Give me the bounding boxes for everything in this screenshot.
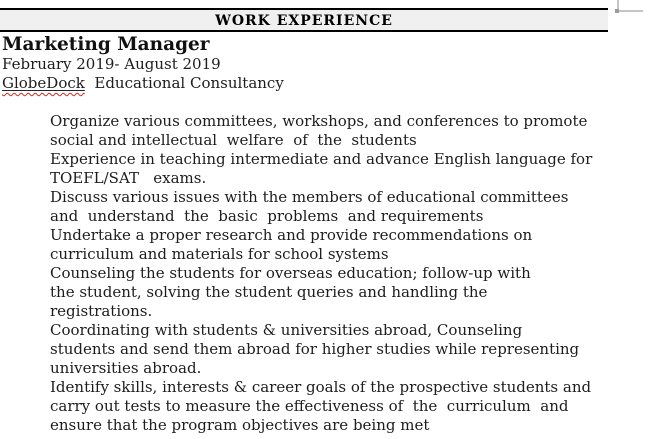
company-name-underlined: [2, 74, 85, 92]
corner-mark-corner-dot: [615, 9, 619, 13]
responsibility-line: carry out tests to measure the effectiveness of the curriculum and: [50, 397, 569, 415]
job-company-line: [2, 74, 284, 93]
responsibility-line: Coordinating with students & universities abroad, Counseling: [50, 321, 523, 339]
responsibility-line: registrations.: [50, 302, 153, 320]
responsibility-line: ensure that the program objectives are being met: [50, 416, 430, 434]
responsibilities-list: [50, 112, 592, 435]
responsibility-line: Undertake a proper research and provide recommendations on: [50, 226, 533, 244]
responsibility-line: students and send them abroad for higher studies while representing: [50, 340, 580, 358]
responsibility-line: universities abroad.: [50, 359, 202, 377]
section-title: WORK EXPERIENCE: [215, 13, 393, 29]
responsibility-line: Discuss various issues with the members of educational committees: [50, 188, 569, 206]
responsibility-line: the student, solving the student queries and handling the: [50, 283, 488, 301]
company-suffix: Educational Consultancy: [84, 74, 284, 92]
job-date-range: February 2019- August 2019: [2, 55, 221, 73]
responsibility-line: social and intellectual welfare of the students: [50, 131, 417, 149]
responsibility-line: curriculum and materials for school systems: [50, 245, 389, 263]
responsibility-line: Counseling the students for overseas education; follow-up with: [50, 264, 531, 282]
responsibility-line: Organize various committees, workshops, and conferences to promote: [50, 112, 588, 130]
responsibility-line: and understand the basic problems and requirements: [50, 207, 484, 225]
responsibility-line: Identify skills, interests & career goals of the prospective students and: [50, 378, 592, 396]
company-name-spellcheck-squiggle: GlobeDock: [2, 74, 85, 92]
job-header: [2, 34, 284, 93]
responsibility-line: Experience in teaching intermediate and advance English language for: [50, 150, 593, 168]
section-header-bar: [0, 8, 608, 32]
corner-mark-horizontal-line: [617, 10, 643, 12]
responsibility-line: TOEFL/SAT exams.: [50, 169, 207, 187]
job-title: Marketing Manager: [2, 34, 210, 55]
